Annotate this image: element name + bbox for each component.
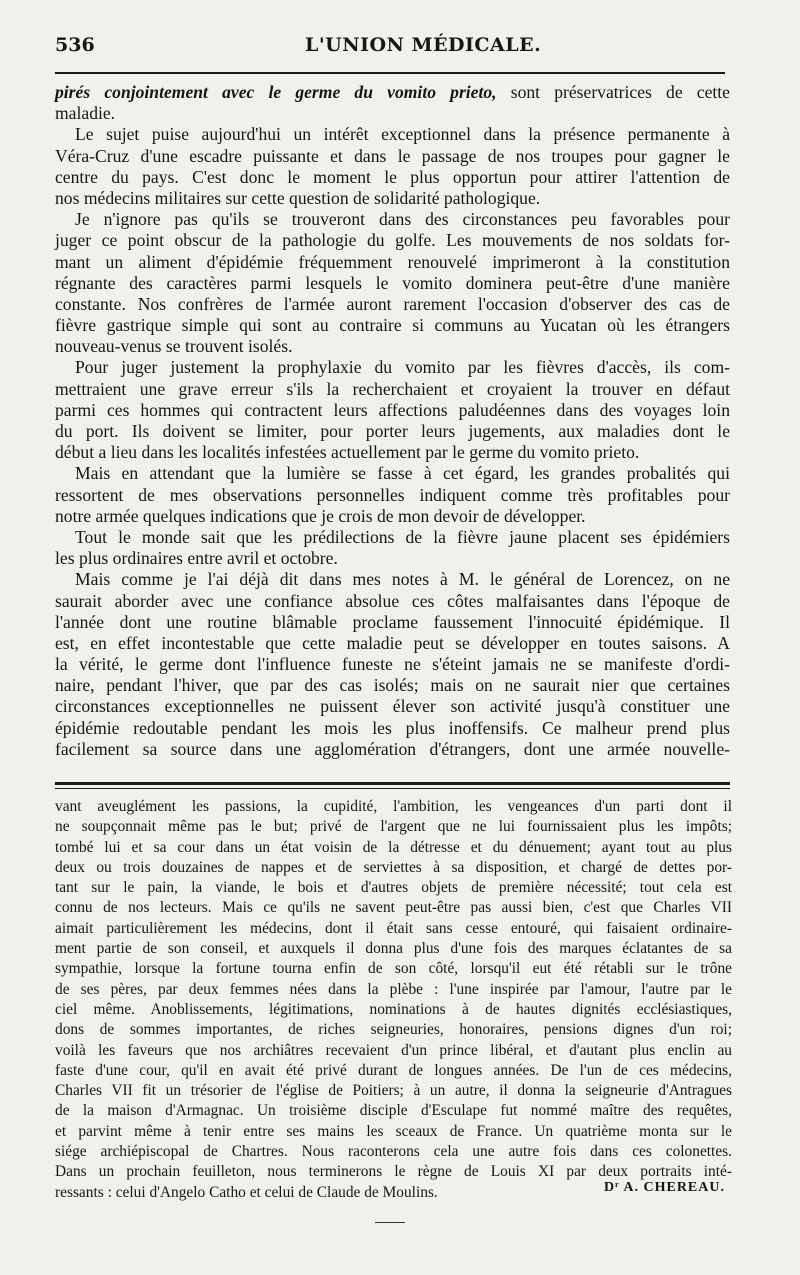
footnote-line: siége archiépiscopal de Chartres. Nous raconterons cela une autre fois dans ces colonettes. <box>55 1143 732 1161</box>
text-line: maladie. <box>55 103 116 124</box>
footnote-line: voilà les faveurs que nos archiâtres recevaient d'un prince libéral, et d'autant plus enclin au <box>55 1041 732 1059</box>
footnote-line: dons de sommes importantes, de riches seigneuries, honoraires, pensions dignes d'un roi; <box>55 1021 732 1039</box>
footnote-line: tant sur le pain, la viande, le bois et d'autres objets de première nécessité; tout cela est <box>55 879 732 897</box>
text-line: les plus ordinaires entre avril et octobre. <box>55 548 338 569</box>
text-line: est, en effet incontestable que cette maladie peut se développer en toutes saisons. A <box>55 632 730 653</box>
text-line: notre armée quelques indications que je crois de mon devoir de développer. <box>55 505 586 526</box>
text-line: la vérité, le germe dont l'influence funeste ne s'éteint jamais ne se manifeste d'ordi- <box>55 654 730 675</box>
end-rule <box>375 1222 405 1223</box>
text-line: Pour juger justement la prophylaxie du vomito par les fièvres d'accès, ils com- <box>75 357 730 378</box>
italic-phrase: pirés conjointement avec le germe du vomito prieto, <box>55 82 497 102</box>
main-text <box>55 82 730 760</box>
text-line: nos médecins militaires sur cette question de solidarité pathologique. <box>55 187 541 208</box>
footnote-rule-thin <box>55 788 730 789</box>
author-signature: Dʳ A. CHEREAU. <box>603 1180 725 1195</box>
footnote-line: connu de nos lecteurs. Mais ce qu'ils ne savent peut-être pas aussi bien, c'est que Charles VII <box>55 899 732 917</box>
footnote-line: et parvint même à tenir entre ses mains les sceaux de France. Un quatrième monta sur le <box>55 1122 732 1140</box>
text-line: juger ce point obscur de la pathologie du golfe. Les mouvements de nos soldats for- <box>55 230 730 251</box>
text-line: Je n'ignore pas qu'ils se trouveront dans des circonstances peu favorables pour <box>75 209 730 230</box>
text-line: Tout le monde sait que les prédilections de la fièvre jaune placent ses épidémiers <box>75 526 730 547</box>
text-line: fièvre gastrique simple qui sont au contraire si communs au Yucatan où les étrangers <box>55 315 730 336</box>
text-line: Véra-Cruz d'une escadre puissante et dans le passage de nos troupes pour gagner le <box>55 145 730 166</box>
header-rule <box>55 72 725 74</box>
text-line: mettraient une grave erreur s'ils la recherchaient et croyaient la trouver en défaut <box>55 378 730 399</box>
footnote-line: ressants : celui d'Angelo Catho et celui de Claude de Moulins. <box>55 1183 438 1201</box>
text-line: épidémie redoutable pendant les mois les plus inoffensifs. Ce malheur prend plus <box>55 717 730 738</box>
footnote-line: tombé lui et sa cour dans un état voisin de la détresse et du dénuement; ayant tout au plus <box>55 838 732 856</box>
text-line: constante. Nos confrères de l'armée auront rarement l'occasion d'observer des cas de <box>55 293 730 314</box>
text-line: Mais comme je l'ai déjà dit dans mes notes à M. le général de Lorencez, on ne <box>75 569 730 590</box>
text-line <box>55 82 730 103</box>
text-line: Le sujet puise aujourd'hui un intérêt exceptionnel dans la présence permanente à <box>75 124 730 145</box>
footnote-line: vant aveuglément les passions, la cupidité, l'ambition, les vengeances d'un parti dont il <box>55 798 732 815</box>
page-number: 536 <box>55 34 95 56</box>
footnote-line: Charles VII fit un trésorier de l'église de Poitiers; à un autre, il donna la seigneurie d'Antragues <box>55 1082 732 1100</box>
text-line: ressortent de mes observations personnelles indiquent comme très profitables pour <box>55 484 730 505</box>
text-segment: sont préservatrices de cette <box>496 82 730 102</box>
footnote-rule <box>55 782 730 785</box>
text-line: mant un aliment d'épidémie fréquemment renouvelé imprimeront à la constitution <box>55 251 730 272</box>
text-line: saurait aborder avec une confiance absolue ces côtes malfaisantes dans l'époque de <box>55 590 730 611</box>
footnote-line: Dans un prochain feuilleton, nous terminerons le règne de Louis XI par deux portraits inté- <box>55 1163 732 1181</box>
footnote-line: ment partie de son conseil, et auxquels il donna plus d'une fois des marques éclatantes de sa <box>55 940 732 958</box>
text-line: facilement sa source dans une agglomération d'étrangers, dont une armée nouvelle- <box>55 738 730 759</box>
text-line: nouveau-venus se trouvent isolés. <box>55 336 293 357</box>
footnote-line: ne soupçonnait même pas le but; privé de l'argent que ne lui fournissaient plus les impôts; <box>55 818 732 836</box>
text-line: l'année dont une routine blâmable proclame faussement l'innocuité épidémique. Il <box>55 611 730 632</box>
footnote-line: aimait particulièrement les médecins, dont il était sans cesse entouré, qui faisaient ordinaire- <box>55 919 732 937</box>
footnote-line: de la maison d'Armagnac. Un troisième disciple d'Esculape fut nommé maître des requêtes, <box>55 1102 732 1120</box>
text-line: parmi ces hommes qui contractent leurs affections paludéennes dans des voyages loin <box>55 399 730 420</box>
footnote-line: sympathie, lorsque la fortune tourna enfin de son côté, lorsqu'il eut été rétabli sur le trône <box>55 960 732 978</box>
footnote-line: de ses pères, par deux femmes nées dans la plèbe : l'une inspirée par l'amour, l'autre par le <box>55 980 732 998</box>
text-line: Mais en attendant que la lumière se fasse à cet égard, les grandes probalités qui <box>75 463 730 484</box>
footnote-line: faste d'une cour, qu'il en avait été privé durant de longues années. De l'un de ces médecins, <box>55 1061 732 1079</box>
footnote-text <box>55 797 732 1203</box>
text-line: naire, pendant l'hiver, que par des cas isolés; mais on ne saurait nier que certaines <box>55 675 730 696</box>
text-line: centre du pays. C'est donc le moment le plus opportun pour attirer l'attention de <box>55 166 730 187</box>
text-line: du port. Ils doivent se limiter, pour porter leurs jugements, aux maladies dont le <box>55 421 730 441</box>
footnote-line: deux ou trois douzaines de nappes et de serviettes à sa disposition, et chargé de dettes por- <box>55 858 732 876</box>
text-line: circonstances exceptionnelles ne puissent élever son activité jusqu'à constituer une <box>55 696 730 717</box>
text-line: régnante des caractères parmi lesquels le vomito dominera peut-être d'une manière <box>55 272 730 293</box>
page-header <box>55 34 730 64</box>
journal-title: L'UNION MÉDICALE. <box>305 34 542 56</box>
text-line: début a lieu dans les localités infestées actuellement par le germe du vomito prieto. <box>55 442 640 463</box>
footnote-line: ciel même. Anoblissements, légitimations, nominations à de hautes dignités ecclésiastiques, <box>55 1000 732 1018</box>
